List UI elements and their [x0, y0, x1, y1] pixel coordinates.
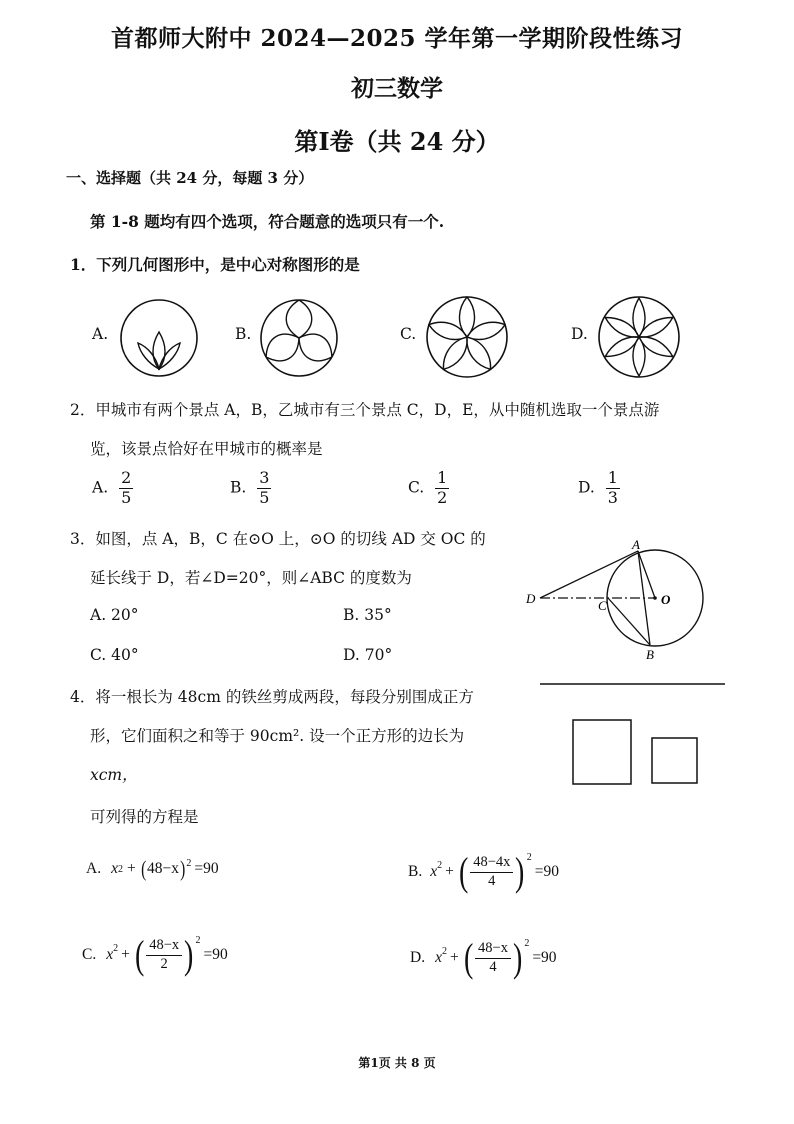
q2-option-a-num: 2 [121, 468, 132, 487]
q4-option-c-rhs: =90 [203, 946, 228, 963]
q3-option-b: B. 35° [343, 606, 392, 624]
q4-option-d [410, 935, 557, 980]
q4-option-b-x: x [430, 863, 438, 880]
q4-option-c-label: C. [82, 946, 97, 963]
q2-stem-line1: 2．甲城市有两个景点 A，B，乙城市有三个景点 C，D，E，从中随机选取一个景点游 [70, 401, 660, 419]
q3-stem-line2: 延长线于 D，若∠D=20°，则∠ABC 的度数为 [90, 569, 412, 587]
q3-label-b: B [646, 647, 654, 660]
section-instruction: 第 1-8 题均有四个选项，符合题意的选项只有一个. [90, 212, 445, 231]
q3-label-o: O [661, 592, 671, 607]
q4-option-d-exp2: 2 [524, 938, 530, 949]
q2-option-d-fraction [606, 470, 620, 507]
q2-option-c-fraction [435, 470, 449, 507]
q1-option-d-label: D. [571, 325, 588, 343]
q4-option-a-plus: + [126, 860, 136, 877]
q4-option-a-rparen: ) [180, 856, 186, 881]
q3-tangent-ad [540, 551, 638, 598]
q4-option-c-lparen: ( [134, 932, 145, 977]
subject-title: 初三数学 [351, 75, 443, 102]
q4-option-d-label: D. [410, 949, 426, 966]
q3-figure [520, 535, 720, 660]
exam-title: 首都师大附中 2024—2025 学年第一学期阶段性练习 [110, 25, 684, 52]
q4-option-b-plus: + [445, 863, 454, 880]
q2-option-c-num: 1 [437, 468, 448, 487]
q4-stem-line2: 形，它们面积之和等于 90cm². 设一个正方形的边长为 [90, 727, 465, 745]
q4-square-small [652, 738, 697, 783]
q4-option-d-rparen: ) [512, 935, 523, 980]
q3-option-a: A. 20° [90, 606, 139, 624]
q1-option-a-label: A. [92, 325, 109, 343]
q4-option-d-plus: + [449, 949, 459, 966]
q4-option-a-inner: 48−x [147, 860, 180, 877]
q4-option-b-fraction [470, 854, 513, 889]
q4-option-b-label: B. [408, 863, 423, 880]
q4-option-a-label: A. [86, 860, 102, 877]
q4-option-c-num: 48−x [146, 937, 182, 956]
q4-option-b-num: 48−4x [470, 854, 513, 873]
q2-option-b-fraction [257, 470, 271, 507]
q4-option-b-lparen: ( [458, 849, 469, 894]
q3-label-c: C [598, 598, 607, 613]
q4-option-b-exp2: 2 [526, 852, 532, 863]
q1-figure-b [258, 297, 340, 379]
q4-option-c-fraction [146, 937, 182, 972]
q4-option-c-plus: + [121, 946, 130, 963]
q3-center-dot [653, 596, 657, 600]
q2-option-c-den: 2 [437, 487, 448, 507]
q2-option-d-num: 1 [607, 468, 618, 487]
q4-option-a-rhs: =90 [194, 860, 219, 877]
q4-option-b-den: 4 [488, 873, 496, 889]
q2-option-a [92, 470, 133, 507]
q3-option-c: C. 40° [90, 646, 139, 664]
q2-stem-line2: 览，该景点恰好在甲城市的概率是 [90, 440, 323, 458]
q4-option-b-rparen: ) [515, 849, 525, 894]
q3-label-a: A [632, 537, 640, 552]
q3-label-d: D [526, 591, 536, 606]
q4-stem-line3: xcm， [90, 766, 138, 784]
q4-option-a-exp1: 2 [117, 863, 123, 875]
q4-option-d-fraction [475, 940, 511, 975]
q4-option-a [86, 858, 219, 880]
q4-stem-line4: 可列得的方程是 [90, 808, 199, 826]
q2-option-d-den: 3 [607, 487, 618, 507]
q2-option-d [578, 470, 620, 507]
q4-option-d-rhs: =90 [532, 949, 557, 966]
q2-option-a-den: 5 [121, 487, 132, 507]
q4-option-c-exp2: 2 [195, 935, 201, 946]
q1-stem: 1．下列几何图形中，是中心对称图形的是 [70, 255, 360, 274]
q2-option-a-label: A. [92, 478, 109, 497]
q1-figure-a [118, 297, 200, 379]
q2-option-c-label: C. [408, 478, 425, 497]
q4-option-d-lparen: ( [463, 935, 474, 980]
q4-option-a-x: x [111, 860, 118, 877]
q1-figure-d [596, 294, 682, 380]
q2-option-c [408, 470, 449, 507]
q4-option-b-exp1: 2 [437, 860, 443, 871]
q4-option-d-x: x [435, 949, 442, 966]
q4-figure [535, 676, 730, 791]
q1-option-b-label: B. [235, 325, 252, 343]
volume-title: 第Ⅰ卷（共 24 分） [294, 127, 500, 156]
page-footer: 第1页 共 8 页 [358, 1056, 436, 1070]
q4-option-c-x: x [106, 946, 114, 963]
q4-option-b [408, 849, 559, 894]
q4-option-c-den: 2 [160, 956, 168, 972]
q3-stem-line1: 3．如图，点 A，B，C 在⊙O 上，⊙O 的切线 AD 交 OC 的 [70, 530, 486, 548]
q2-option-a-fraction [119, 470, 133, 507]
q1-option-c-label: C. [400, 325, 417, 343]
q4-option-c-exp1: 2 [113, 943, 119, 954]
q2-option-b [230, 470, 271, 507]
section-heading: 一、选择题（共 24 分，每题 3 分） [66, 169, 314, 187]
q3-option-d: D. 70° [343, 646, 393, 664]
q4-option-d-den: 4 [489, 959, 497, 975]
q4-square-large [573, 720, 631, 784]
q4-option-d-num: 48−x [475, 940, 511, 959]
q4-option-b-rhs: =90 [534, 863, 559, 880]
q4-option-a-lparen: ( [140, 856, 146, 881]
q2-option-b-num: 3 [259, 468, 270, 487]
q4-option-d-exp1: 2 [441, 946, 447, 957]
q4-option-c [82, 932, 228, 977]
q4-option-c-rparen: ) [184, 932, 194, 977]
q2-option-b-den: 5 [259, 487, 270, 507]
q2-option-d-label: D. [578, 478, 595, 497]
q4-stem-line1: 4．将一根长为 48cm 的铁丝剪成两段，每段分别围成正方 [70, 688, 474, 706]
q4-option-a-exp2: 2 [186, 858, 192, 869]
q2-option-b-label: B. [230, 478, 247, 497]
q1-figure-c [424, 294, 510, 380]
